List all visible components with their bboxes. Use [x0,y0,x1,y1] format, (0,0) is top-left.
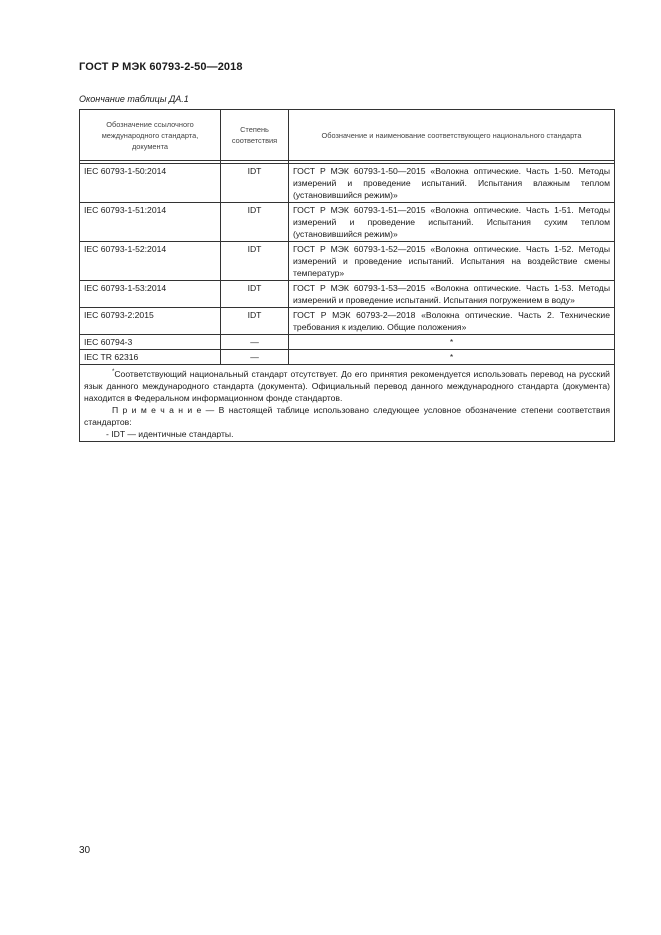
national-standard-cell: * [289,335,615,350]
table-row [80,335,615,350]
table-row [80,242,615,281]
table-row [80,164,615,203]
table-notes-row [80,365,615,442]
table-row [80,350,615,365]
note-text: — В настоящей таблице использовано следующее условное обозначение степени соответствия стандартов: [84,404,611,427]
table-note [84,404,610,428]
table-row [80,203,615,242]
intl-standard-cell: IEC TR 62316 [80,350,221,365]
national-standard-cell: ГОСТ Р МЭК 60793-1-51—2015 «Волокна оптические. Часть 1-51. Методы измерений и проведение испытаний. Испытания сухим теплом (установившийся режим)» [289,203,615,242]
footnote-mark: * [112,369,115,375]
table-header-row [80,110,615,161]
note-label: П р и м е ч а н и е [112,404,202,415]
intl-standard-cell: IEC 60793-1-50:2014 [80,164,221,203]
page-number: 30 [79,845,91,856]
table-row [80,281,615,308]
intl-standard-cell: IEC 60794-3 [80,335,221,350]
footnote [84,366,610,404]
intl-standard-cell: IEC 60793-1-52:2014 [80,242,221,281]
degree-cell: — [221,350,289,365]
national-standard-cell: ГОСТ Р МЭК 60793-1-50—2015 «Волокна оптические. Часть 1-50. Методы измерений и проведение испытаний. Испытания влажным теплом (установившийся режим)» [289,164,615,203]
national-standard-cell: ГОСТ Р МЭК 60793-1-53—2015 «Волокна оптические. Часть 1-53. Методы измерений и проведение испытаний. Испытания погружением в воду» [289,281,615,308]
document-header: ГОСТ Р МЭК 60793-2-50—2018 [79,61,243,73]
table-row [80,308,615,335]
correspondence-table [79,109,615,442]
intl-standard-cell: IEC 60793-1-51:2014 [80,203,221,242]
national-standard-cell: ГОСТ Р МЭК 60793-1-52—2015 «Волокна оптические. Часть 1-52. Методы измерений и проведение испытаний. Испытания на воздействие смены температур» [289,242,615,281]
column-header-intl-standard: Обозначение ссылочного международного стандарта, документа [80,110,221,161]
column-header-degree: Степень соответствия [221,110,289,161]
national-standard-cell: ГОСТ Р МЭК 60793-2—2018 «Волокна оптические. Часть 2. Технические требования к изделию. Общие положения» [289,308,615,335]
degree-cell: IDT [221,242,289,281]
table-notes-cell [80,365,615,442]
degree-cell: IDT [221,281,289,308]
column-header-national-standard: Обозначение и наименование соответствующего национального стандарта [289,110,615,161]
degree-cell: IDT [221,164,289,203]
national-standard-cell: * [289,350,615,365]
intl-standard-cell: IEC 60793-1-53:2014 [80,281,221,308]
intl-standard-cell: IEC 60793-2:2015 [80,308,221,335]
degree-cell: IDT [221,203,289,242]
degree-cell: — [221,335,289,350]
note-list-item: - IDT — идентичные стандарты. [106,428,234,439]
footnote-text: Соответствующий национальный стандарт отсутствует. До его принятия рекомендуется использовать перевод на русский язык данного международного стандарта (документа). Официальный перевод данного международного стандарта (документа) находится в Федеральном информационном фонде стандартов. [84,368,610,403]
degree-cell: IDT [221,308,289,335]
table-caption: Окончание таблицы ДА.1 [79,94,189,104]
